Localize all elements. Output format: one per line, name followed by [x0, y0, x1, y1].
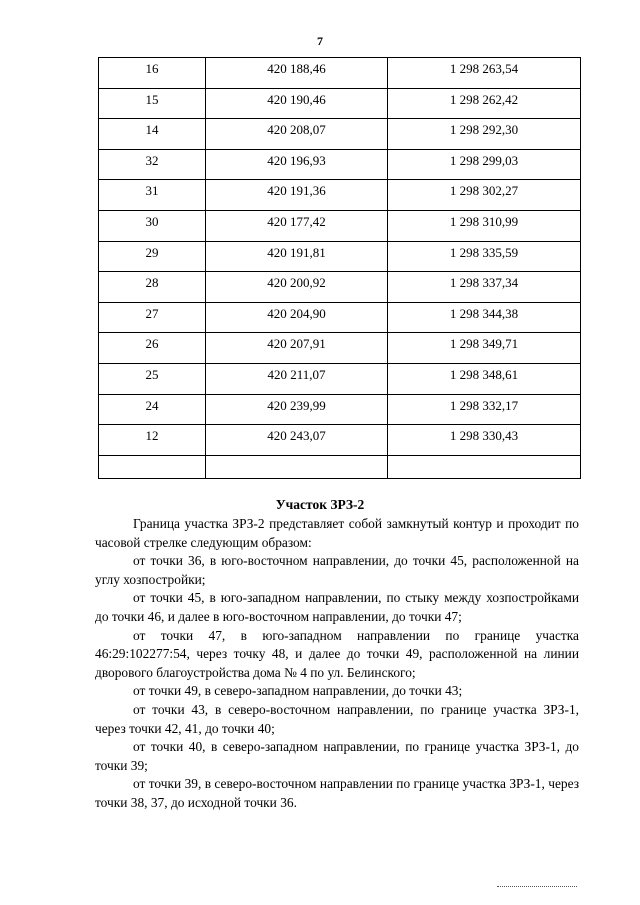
x-coordinate-cell	[206, 180, 388, 211]
table-row-empty	[99, 455, 581, 478]
y-coordinate-cell-text: 1 298 310,99	[449, 213, 519, 229]
x-coordinate-cell-text: 420 243,07	[267, 428, 326, 444]
table-row	[99, 58, 581, 89]
point-number-cell	[99, 180, 206, 211]
y-coordinate-cell	[388, 425, 581, 456]
y-coordinate-cell	[388, 394, 581, 425]
empty-cell	[99, 455, 206, 478]
section-title: Участок ЗРЗ-2	[275, 497, 365, 512]
x-coordinate-cell	[206, 333, 388, 364]
y-coordinate-cell	[388, 119, 581, 150]
point-number-cell	[99, 241, 206, 272]
x-coordinate-cell-text: 420 188,46	[267, 61, 326, 76]
table-row	[99, 241, 581, 272]
paragraph: от точки 40, в северо-западном направлении, по границе участка ЗРЗ-1, до точки 39;	[95, 739, 579, 773]
point-number-cell	[99, 302, 206, 333]
point-number-cell	[99, 149, 206, 180]
point-number-cell-text: 12	[145, 428, 159, 444]
section-text	[95, 515, 579, 813]
y-coordinate-cell	[388, 241, 581, 272]
y-coordinate-cell	[388, 88, 581, 119]
point-number-cell	[99, 119, 206, 150]
y-coordinate-cell-text: 1 298 302,27	[449, 183, 519, 199]
paragraph: от точки 47, в юго-западном направлении по границе участка 46:29:102277:54, через точку 48, и далее до точки 49, расположенной на линии дворового благоустройства дома № 4 по ул. Белинского;	[95, 627, 579, 680]
point-number-cell-text: 14	[145, 122, 159, 138]
point-number-cell-text: 25	[145, 366, 159, 382]
point-number-cell	[99, 363, 206, 394]
paragraph: от точки 36, в юго-восточном направлении, до точки 45, расположенной на углу хозпостройки;	[95, 553, 579, 587]
point-number-cell-text: 29	[145, 244, 159, 260]
point-number-cell	[99, 394, 206, 425]
x-coordinate-cell-text: 420 190,46	[267, 91, 326, 107]
paragraph: от точки 49, в северо-западном направлении, до точки 43;	[133, 683, 463, 699]
point-number-cell-text: 30	[145, 213, 159, 229]
y-coordinate-cell-text: 1 298 335,59	[449, 244, 519, 260]
y-coordinate-cell	[388, 180, 581, 211]
table-row	[99, 363, 581, 394]
point-number-cell-text: 16	[145, 61, 159, 76]
footer-divider	[497, 886, 577, 887]
point-number-cell-text: 31	[145, 183, 159, 199]
y-coordinate-cell	[388, 149, 581, 180]
point-number-cell-text: 28	[145, 275, 159, 291]
y-coordinate-cell	[388, 333, 581, 364]
table-row	[99, 149, 581, 180]
point-number-cell	[99, 333, 206, 364]
x-coordinate-cell	[206, 425, 388, 456]
paragraph: Граница участка ЗРЗ-2 представляет собой замкнутый контур и проходит по часовой стрелке следующим образом:	[95, 516, 579, 550]
y-coordinate-cell-text: 1 298 299,03	[449, 152, 519, 168]
point-number-cell	[99, 210, 206, 241]
x-coordinate-cell-text: 420 191,81	[267, 244, 326, 260]
paragraph: от точки 39, в северо-восточном направлении по границе участка ЗРЗ-1, через точки 38, 37, до исходной точки 36.	[95, 776, 579, 810]
table-row	[99, 180, 581, 211]
y-coordinate-cell-text: 1 298 292,30	[449, 122, 519, 138]
x-coordinate-cell-text: 420 200,92	[267, 275, 326, 291]
table-row	[99, 333, 581, 364]
table-row	[99, 119, 581, 150]
point-number-cell-text: 26	[145, 336, 159, 352]
y-coordinate-cell	[388, 210, 581, 241]
x-coordinate-cell	[206, 88, 388, 119]
empty-cell	[206, 455, 388, 478]
table-row	[99, 302, 581, 333]
x-coordinate-cell-text: 420 191,36	[267, 183, 326, 199]
y-coordinate-cell	[388, 302, 581, 333]
y-coordinate-cell	[388, 58, 581, 89]
x-coordinate-cell	[206, 363, 388, 394]
y-coordinate-cell-text: 1 298 332,17	[449, 397, 519, 413]
paragraph: от точки 43, в северо-восточном направлении, по границе участка ЗРЗ-1, через точки 42, 41, до точки 40;	[95, 701, 579, 736]
point-number-cell	[99, 88, 206, 119]
coordinates-table-body	[99, 58, 581, 479]
empty-cell	[388, 455, 581, 478]
point-number-cell-text: 32	[145, 152, 159, 168]
table-row	[99, 272, 581, 303]
x-coordinate-cell	[206, 58, 388, 89]
point-number-cell-text: 15	[145, 91, 159, 107]
point-number-cell-text: 27	[145, 305, 159, 321]
y-coordinate-cell-text: 1 298 349,71	[449, 336, 519, 352]
table-row	[99, 88, 581, 119]
point-number-cell	[99, 425, 206, 456]
x-coordinate-cell-text: 420 196,93	[267, 152, 326, 168]
x-coordinate-cell	[206, 241, 388, 272]
y-coordinate-cell	[388, 363, 581, 394]
y-coordinate-cell-text: 1 298 337,34	[449, 275, 519, 291]
x-coordinate-cell-text: 420 177,42	[267, 213, 326, 229]
table-row	[99, 394, 581, 425]
point-number-cell-text: 24	[145, 397, 159, 413]
y-coordinate-cell-text: 1 298 330,43	[449, 428, 519, 444]
table-row	[99, 425, 581, 456]
paragraph: от точки 45, в юго-западном направлении, по стыку между хозпостройками до точки 46, и далее в юго-восточном направлении, до точки 47;	[95, 590, 579, 624]
y-coordinate-cell-text: 1 298 344,38	[449, 305, 519, 321]
y-coordinate-cell-text: 1 298 348,61	[449, 366, 519, 382]
x-coordinate-cell	[206, 149, 388, 180]
x-coordinate-cell	[206, 302, 388, 333]
point-number-cell	[99, 272, 206, 303]
y-coordinate-cell	[388, 272, 581, 303]
x-coordinate-cell	[206, 119, 388, 150]
x-coordinate-cell-text: 420 239,99	[267, 397, 326, 413]
x-coordinate-cell	[206, 394, 388, 425]
x-coordinate-cell-text: 420 211,07	[267, 366, 326, 382]
y-coordinate-cell-text: 1 298 262,42	[449, 91, 519, 107]
x-coordinate-cell	[206, 210, 388, 241]
x-coordinate-cell	[206, 272, 388, 303]
x-coordinate-cell-text: 420 208,07	[267, 122, 326, 138]
x-coordinate-cell-text: 420 207,91	[267, 336, 326, 352]
table-row	[99, 210, 581, 241]
page-number: 7	[317, 34, 323, 48]
x-coordinate-cell-text: 420 204,90	[267, 305, 326, 321]
coordinates-table	[98, 57, 581, 479]
point-number-cell	[99, 58, 206, 89]
y-coordinate-cell-text: 1 298 263,54	[449, 61, 519, 76]
